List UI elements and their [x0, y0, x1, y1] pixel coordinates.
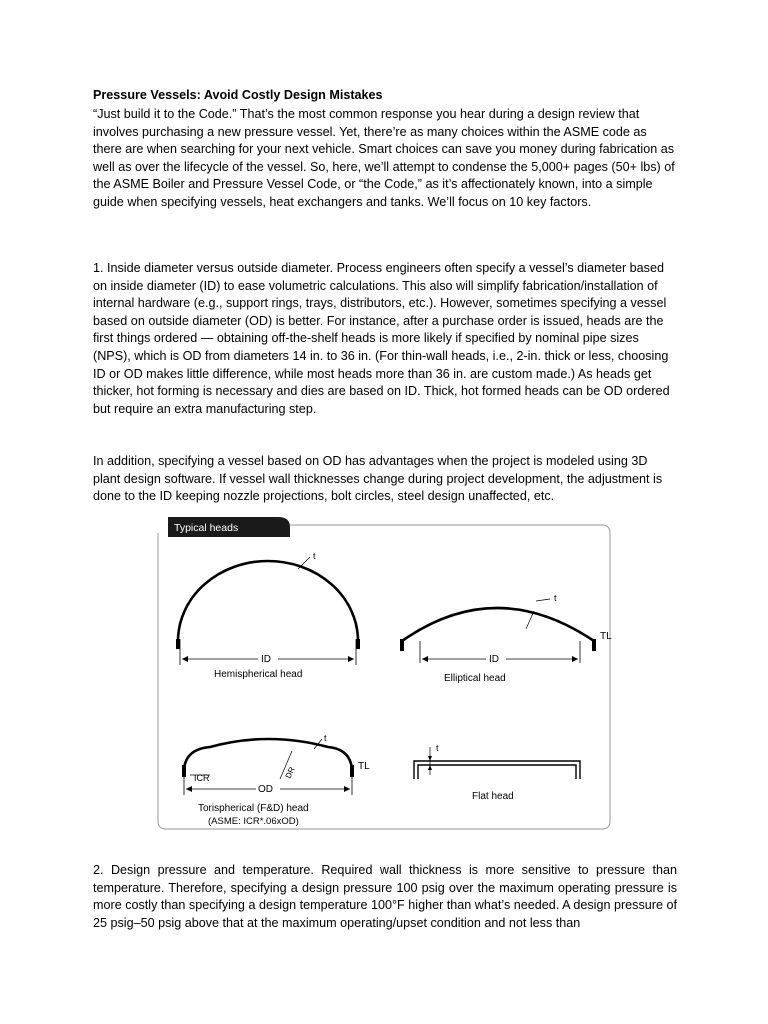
hemispherical-head	[176, 551, 360, 680]
torispherical-icr-label: ICR	[194, 773, 210, 783]
torispherical-t-label: t	[324, 733, 327, 743]
torispherical-note: (ASME: ICR*.06xOD)	[208, 816, 299, 827]
torispherical-tl-label: TL	[358, 761, 370, 772]
design-pressure-paragraph: 2. Design pressure and temperature. Required wall thickness is more sensitive to pressure than temperature. Therefore, specifying a design pressure 100 psig over the maximum operating pressure is more costly than specifying a design temperature 100°F higher than what’s needed. A design pressure of 25 psig–50 psig above that at the maximum operating/upset condition and not less than	[93, 863, 677, 930]
torispherical-head	[182, 733, 370, 827]
hemispherical-head-caption: Hemispherical head	[214, 669, 303, 680]
flat-head	[414, 743, 580, 802]
torispherical-od-label: OD	[258, 784, 273, 795]
torispherical-dr-label: DR	[283, 765, 297, 780]
hemispherical-t-label: t	[313, 551, 316, 561]
flat-t-label: t	[436, 743, 439, 753]
elliptical-id-label: ID	[489, 654, 499, 665]
elliptical-t-label: t	[554, 593, 557, 603]
torispherical-head-caption: Torispherical (F&D) head	[198, 803, 309, 814]
elliptical-tl-label: TL	[600, 631, 612, 642]
intro-paragraph: “Just build it to the Code.” That’s the most common response you hear during a design review that involves purchasing a new pressure vessel. Yet, there’re as many choices within the ASME code as there are when searching for your next vehicle. Smart choices can save you money during fabrication as well as over the lifecycle of the vessel. So, here, we’ll attempt to condense the 5,000+ pages (50+ lbs) of the ASME Boiler and Pressure Vessel Code, or “the Code,” as it’s affectionately known, into a simple guide when specifying vessels, heat exchangers and tanks. We’ll focus on 10 key factors.	[93, 107, 675, 209]
heads-diagram	[150, 517, 618, 835]
hemispherical-id-label: ID	[261, 654, 271, 665]
elliptical-head-caption: Elliptical head	[444, 673, 506, 684]
typical-heads-figure	[150, 517, 618, 835]
diameter-paragraph: 1. Inside diameter versus outside diameter. Process engineers often specify a vessel’s diameter based on inside diameter (ID) to ease volumetric calculations. This also will simplify fabrication/installation of internal hardware (e.g., support rings, trays, distributors, etc.). However, sometimes specifying a vessel based on outside diameter (OD) is better. For instance, after a purchase order is issued, heads are the first things ordered — obtaining off-the-shelf heads is more likely if specified by nominal pipe sizes (NPS), which is OD from diameters 14 in. to 36 in. (For thin-wall heads, i.e., 2-in. thick or less, choosing ID or OD makes little difference, while most heads more than 36 in. are custom made.) As heads get thicker, hot forming is necessary and dies are based on ID. Thick, hot formed heads can be OD ordered but require an extra manufacturing step.	[93, 261, 670, 416]
flat-head-caption: Flat head	[472, 791, 514, 802]
elliptical-head	[400, 593, 612, 684]
banner-label: Typical heads	[174, 522, 239, 534]
od-advantages-paragraph: In addition, specifying a vessel based on OD has advantages when the project is modeled using 3D plant design software. If vessel wall thicknesses change during project development, the adjustment is done to the ID keeping nozzle projections, bolt circles, steel design unaffected, etc.	[93, 454, 663, 504]
document-title: Pressure Vessels: Avoid Costly Design Mistakes	[93, 88, 383, 102]
